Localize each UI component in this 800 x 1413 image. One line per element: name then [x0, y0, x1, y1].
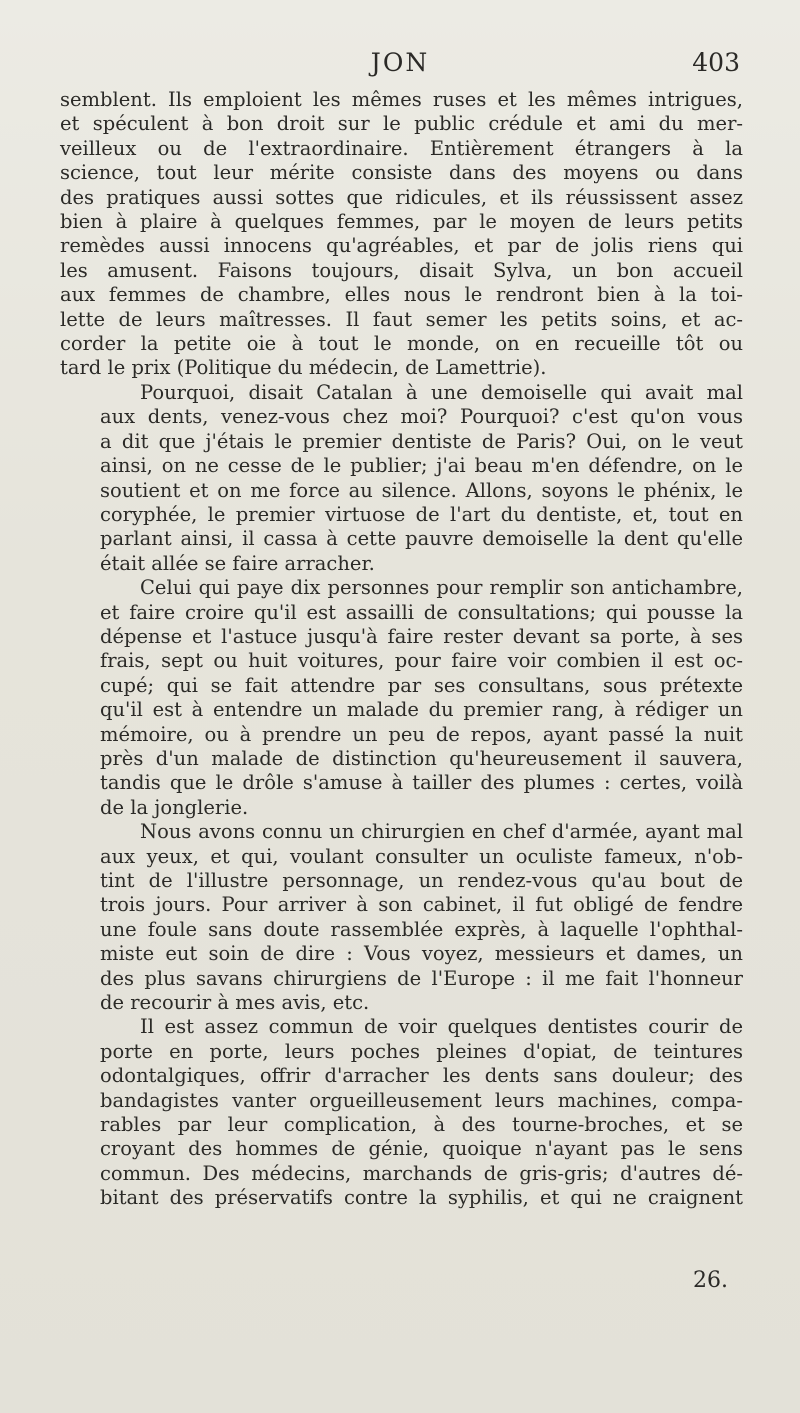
paragraph — [60, 1015, 743, 1210]
body-text — [60, 88, 743, 1211]
text-line: bien à plaire à quelques femmes, par le moyen de leurs petits — [60, 210, 743, 234]
text-line: cupé; qui se fait attendre par ses consultans, sous prétexte — [100, 673, 743, 697]
page-header — [60, 48, 740, 88]
text-line: qu'il est à entendre un malade du premier rang, à rédiger un — [100, 698, 743, 722]
paragraph — [60, 381, 743, 576]
text-line: odontalgiques, offrir d'arracher les dents sans douleur; des — [100, 1064, 743, 1088]
paragraph — [60, 88, 743, 381]
text-line: dépense et l'astuce jusqu'à faire rester devant sa porte, à ses — [100, 624, 743, 648]
text-line: et spéculent à bon droit sur le public crédule et ami du mer- — [60, 112, 743, 136]
text-line: soutient et on me force au silence. Allons, soyons le phénix, le — [100, 478, 743, 502]
text-line: était allée se faire arracher. — [100, 551, 375, 575]
text-line: remèdes aussi innocens qu'agréables, et par de jolis riens qui — [60, 234, 743, 258]
signature-mark: 26. — [693, 1268, 728, 1293]
text-line: croyant des hommes de génie, quoique n'ayant pas le sens — [100, 1137, 743, 1161]
text-line: aux femmes de chambre, elles nous le rendront bien à la toi- — [60, 283, 743, 307]
text-line: près d'un malade de distinction qu'heureusement il sauvera, — [100, 746, 743, 770]
text-line: et faire croire qu'il est assailli de consultations; qui pousse la — [100, 600, 743, 624]
text-line: parlant ainsi, il cassa à cette pauvre demoiselle la dent qu'elle — [100, 527, 743, 551]
text-line: semblent. Ils emploient les mêmes ruses et les mêmes intrigues, — [60, 88, 743, 111]
text-line: de la jonglerie. — [100, 795, 249, 819]
text-line: commun. Des médecins, marchands de gris-gris; d'autres dé- — [100, 1161, 743, 1185]
page-number: 403 — [692, 48, 740, 77]
text-line: a dit que j'étais le premier dentiste de Paris? Oui, on le veut — [100, 429, 743, 453]
text-line: veilleux ou de l'extraordinaire. Entièrement étrangers à la — [60, 136, 743, 160]
text-line: porte en porte, leurs poches pleines d'opiat, de teintures — [100, 1039, 743, 1063]
text-line: corder la petite oie à tout le monde, on en recueille tôt ou — [60, 332, 743, 356]
text-line: coryphée, le premier virtuose de l'art du dentiste, et, tout en — [100, 502, 743, 526]
text-line: des plus savans chirurgiens de l'Europe : il me fait l'honneur — [100, 966, 743, 990]
text-line: ainsi, on ne cesse de le publier; j'ai beau m'en défendre, on le — [100, 454, 743, 478]
text-line: les amusent. Faisons toujours, disait Sylva, un bon accueil — [60, 258, 743, 282]
text-line: de recourir à mes avis, etc. — [100, 991, 370, 1015]
text-line: aux dents, venez-vous chez moi? Pourquoi? c'est qu'on vous — [100, 405, 743, 429]
text-line: bitant des préservatifs contre la syphilis, et qui ne craignent — [100, 1186, 743, 1210]
text-line: frais, sept ou huit voitures, pour faire voir combien il est oc- — [100, 649, 743, 673]
running-head: JON — [370, 48, 430, 77]
text-line: aux yeux, et qui, voulant consulter un oculiste fameux, n'ob- — [100, 844, 743, 868]
text-line: Celui qui paye dix personnes pour remplir son antichambre, — [140, 576, 743, 600]
text-line: tard le prix (Politique du médecin, de Lamettrie). — [60, 356, 547, 380]
text-line: tandis que le drôle s'amuse à tailler des plumes : certes, voilà — [100, 771, 743, 795]
paragraph — [60, 576, 743, 820]
text-line: science, tout leur mérite consiste dans des moyens ou dans — [60, 161, 743, 185]
text-line: lette de leurs maîtresses. Il faut semer les petits soins, et ac- — [60, 307, 743, 331]
text-line: Nous avons connu un chirurgien en chef d'armée, ayant mal — [140, 820, 743, 844]
text-line: bandagistes vanter orgueilleusement leurs machines, compa- — [100, 1088, 743, 1112]
text-line: rables par leur complication, à des tourne-broches, et se — [100, 1113, 743, 1137]
text-line: une foule sans doute rassemblée exprès, à laquelle l'ophthal- — [100, 917, 743, 941]
text-line: Il est assez commun de voir quelques dentistes courir de — [140, 1015, 743, 1039]
text-line: tint de l'illustre personnage, un rendez-vous qu'au bout de — [100, 869, 743, 892]
text-line: miste eut soin de dire : Vous voyez, messieurs et dames, un — [100, 942, 743, 966]
text-line: Pourquoi, disait Catalan à une demoiselle qui avait mal — [140, 380, 743, 404]
text-line: mémoire, ou à prendre un peu de repos, ayant passé la nuit — [100, 722, 743, 746]
text-line: des pratiques aussi sottes que ridicules, et ils réussissent assez — [60, 185, 743, 209]
text-line: trois jours. Pour arriver à son cabinet, il fut obligé de fendre — [100, 893, 743, 917]
paragraph — [60, 820, 743, 1015]
